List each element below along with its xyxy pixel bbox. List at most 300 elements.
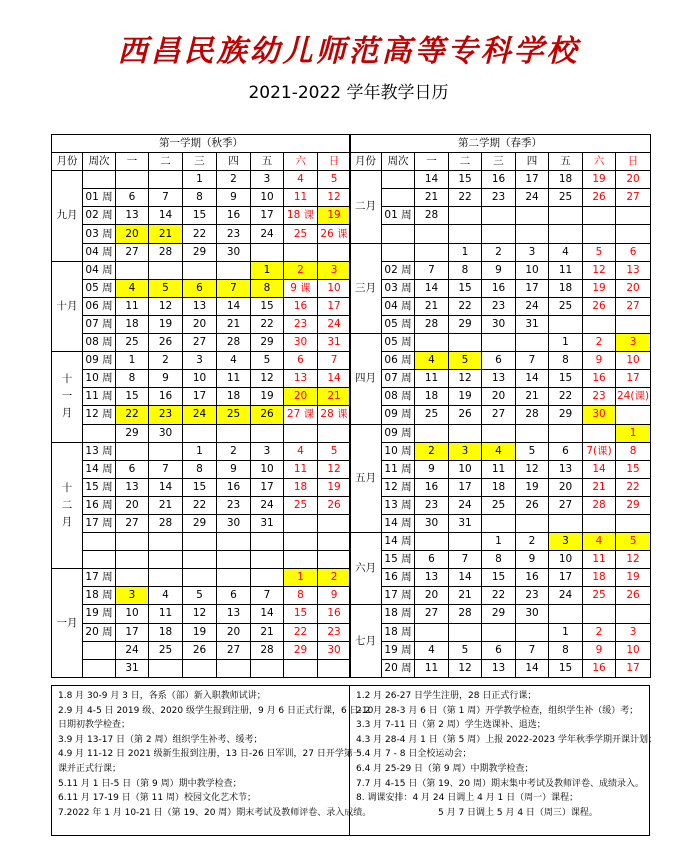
- calendar-row: [52, 587, 351, 605]
- week-number: 10 周: [382, 442, 415, 460]
- calendar-row: [52, 279, 351, 297]
- column-header: 周次: [382, 153, 415, 171]
- day-cell: 25: [116, 334, 149, 352]
- day-cell: 23: [482, 297, 516, 315]
- week-number: 18 周: [382, 623, 415, 641]
- day-cell: 18: [549, 279, 583, 297]
- day-cell: 26: [583, 297, 616, 315]
- day-cell: 20: [116, 496, 149, 514]
- day-cell: 17: [449, 478, 482, 496]
- day-cell: 29: [251, 334, 284, 352]
- day-cell: 13: [116, 478, 149, 496]
- week-number: 15 周: [382, 551, 415, 569]
- day-cell: 2: [482, 243, 516, 261]
- calendar-row: [52, 243, 351, 261]
- calendar-row: [350, 442, 651, 460]
- week-number: [83, 641, 116, 659]
- day-cell: [415, 334, 449, 352]
- day-cell: 15: [616, 460, 651, 478]
- calendar-row: [52, 171, 351, 189]
- day-cell: 10: [516, 261, 549, 279]
- day-cell: 17: [318, 297, 351, 315]
- day-cell: [516, 514, 549, 532]
- note-line: 日期初教学检查；: [58, 720, 131, 731]
- day-cell: 4: [415, 352, 449, 370]
- day-cell: 23: [217, 225, 251, 243]
- day-cell: [217, 551, 251, 569]
- day-cell: 29: [116, 424, 149, 442]
- calendar-row: [52, 641, 351, 659]
- day-cell: 30: [217, 514, 251, 532]
- day-cell: 12: [449, 659, 482, 677]
- day-cell: 30: [217, 243, 251, 261]
- day-cell: 15: [183, 207, 217, 225]
- day-cell: 17: [251, 478, 284, 496]
- month-label: 十月: [52, 261, 83, 351]
- day-cell: 26: [616, 587, 651, 605]
- calendar-row: [350, 641, 651, 659]
- day-cell: 4: [149, 587, 183, 605]
- day-cell: [415, 225, 449, 243]
- day-cell: [449, 334, 482, 352]
- week-number: [83, 659, 116, 677]
- day-cell: 30: [482, 315, 516, 333]
- day-cell: 4: [284, 442, 318, 460]
- day-cell: 16: [482, 279, 516, 297]
- day-cell: 30: [415, 514, 449, 532]
- month-label: 十 一 月: [52, 352, 83, 442]
- day-cell: [583, 424, 616, 442]
- day-cell: 21: [516, 388, 549, 406]
- calendar-row: [350, 514, 651, 532]
- day-cell: 5: [583, 243, 616, 261]
- day-cell: 13: [415, 569, 449, 587]
- calendar-row: [350, 605, 651, 623]
- day-cell: [549, 424, 583, 442]
- week-number: 13 周: [382, 496, 415, 514]
- day-cell: 22: [482, 587, 516, 605]
- day-cell: 27: [415, 605, 449, 623]
- month-label: 三月: [350, 243, 382, 333]
- day-cell: 5: [449, 641, 482, 659]
- day-cell: 10: [449, 460, 482, 478]
- day-cell: 1: [183, 171, 217, 189]
- day-cell: [217, 533, 251, 551]
- day-cell: 12: [583, 261, 616, 279]
- day-cell: 21: [318, 388, 351, 406]
- day-cell: 3: [549, 533, 583, 551]
- day-cell: [318, 551, 351, 569]
- day-cell: 20: [616, 279, 651, 297]
- day-cell: 14: [415, 171, 449, 189]
- day-cell: [251, 569, 284, 587]
- day-cell: 25: [583, 587, 616, 605]
- day-cell: 19: [183, 623, 217, 641]
- day-cell: [149, 569, 183, 587]
- week-number: 08 周: [83, 334, 116, 352]
- note-line: 7.2022 年 1 月 10-21 日（第 19、20 周）期末考试及教师评卷、录入成绩。: [58, 807, 372, 818]
- calendar-row: [52, 315, 351, 333]
- day-cell: [284, 424, 318, 442]
- day-cell: 7: [516, 641, 549, 659]
- column-header: 三: [183, 153, 217, 171]
- calendar-row: [52, 225, 351, 243]
- day-cell: 1: [251, 261, 284, 279]
- day-cell: 3: [616, 623, 651, 641]
- week-number: 09 周: [382, 424, 415, 442]
- day-cell: 23: [516, 587, 549, 605]
- day-cell: 14: [583, 460, 616, 478]
- calendar-row: [350, 225, 651, 243]
- day-cell: [217, 569, 251, 587]
- note-line: 2.9 月 4-5 日 2019 级、2020 级学生报到注册，9 月 6 日正式行课，6 日-10: [58, 705, 374, 716]
- column-header: 月份: [52, 153, 83, 171]
- day-cell: 13: [549, 460, 583, 478]
- calendar-row: [52, 623, 351, 641]
- column-header: 五: [549, 153, 583, 171]
- day-cell: 28: [217, 334, 251, 352]
- day-cell: 4: [415, 641, 449, 659]
- day-cell: [482, 334, 516, 352]
- week-number: [382, 225, 415, 243]
- day-cell: 11: [549, 261, 583, 279]
- day-cell: [449, 623, 482, 641]
- note-line: 4.3 月 28-4 月 1 日（第 5 周）上报 2022-2023 学年秋季学期开课计划；: [356, 734, 657, 745]
- week-number: 16 周: [382, 569, 415, 587]
- day-cell: 17: [516, 279, 549, 297]
- day-cell: 12: [183, 605, 217, 623]
- day-cell: 24: [516, 189, 549, 207]
- day-cell: 7: [449, 551, 482, 569]
- day-cell: 10: [616, 641, 651, 659]
- day-cell: 3: [251, 171, 284, 189]
- day-cell: 31: [516, 315, 549, 333]
- day-cell: 10: [616, 352, 651, 370]
- day-cell: 20: [415, 587, 449, 605]
- day-cell: 27: [217, 641, 251, 659]
- day-cell: 5: [318, 171, 351, 189]
- day-cell: 5: [183, 587, 217, 605]
- day-cell: 26: [251, 406, 284, 424]
- day-cell: [516, 623, 549, 641]
- week-number: [83, 533, 116, 551]
- calendar-row: [52, 605, 351, 623]
- day-cell: 19: [583, 279, 616, 297]
- day-cell: 27: [116, 514, 149, 532]
- column-header: 一: [415, 153, 449, 171]
- day-cell: [284, 659, 318, 677]
- day-cell: [616, 207, 651, 225]
- day-cell: 12: [516, 460, 549, 478]
- calendar-row: [52, 496, 351, 514]
- day-cell: 9: [149, 370, 183, 388]
- day-cell: 5: [251, 352, 284, 370]
- day-cell: 2: [415, 442, 449, 460]
- day-cell: 13: [116, 207, 149, 225]
- day-cell: 23: [482, 189, 516, 207]
- day-cell: 13: [284, 370, 318, 388]
- week-number: 02 周: [83, 207, 116, 225]
- week-number: 04 周: [382, 297, 415, 315]
- column-header: 四: [516, 153, 549, 171]
- day-cell: 24(课): [616, 388, 651, 406]
- day-cell: 25: [217, 406, 251, 424]
- day-cell: 21: [251, 623, 284, 641]
- month-label: 五月: [350, 424, 382, 533]
- day-cell: [482, 225, 516, 243]
- week-number: 19 周: [382, 641, 415, 659]
- day-cell: 28: [516, 406, 549, 424]
- day-cell: 30: [284, 334, 318, 352]
- day-cell: 1: [549, 334, 583, 352]
- day-cell: [616, 406, 651, 424]
- day-cell: 18: [583, 569, 616, 587]
- week-number: 18 周: [382, 605, 415, 623]
- day-cell: 24: [516, 297, 549, 315]
- day-cell: 25: [482, 496, 516, 514]
- calendar-row: [52, 388, 351, 406]
- weekday-header-row: [350, 153, 651, 171]
- day-cell: 9: [516, 551, 549, 569]
- day-cell: 26: [149, 334, 183, 352]
- day-cell: 20: [183, 315, 217, 333]
- calendar-row: [52, 261, 351, 279]
- calendar-row: [52, 189, 351, 207]
- day-cell: 28: [449, 605, 482, 623]
- school-name: 西昌民族幼儿师范高等专科学校: [117, 34, 580, 69]
- day-cell: 17: [549, 569, 583, 587]
- note-line: 6.4 月 25-29 日（第 9 周）中期教学检查；: [356, 763, 534, 774]
- day-cell: 5: [449, 352, 482, 370]
- day-cell: 17: [516, 171, 549, 189]
- day-cell: 12: [616, 551, 651, 569]
- day-cell: [583, 605, 616, 623]
- day-cell: [116, 171, 149, 189]
- day-cell: 4: [583, 533, 616, 551]
- day-cell: 10: [251, 460, 284, 478]
- day-cell: 19: [516, 478, 549, 496]
- day-cell: [549, 225, 583, 243]
- day-cell: 11: [415, 659, 449, 677]
- week-number: 18 周: [83, 587, 116, 605]
- day-cell: 22: [549, 388, 583, 406]
- day-cell: 20: [482, 388, 516, 406]
- calendar-row: [350, 478, 651, 496]
- day-cell: [116, 261, 149, 279]
- day-cell: [482, 514, 516, 532]
- day-cell: [318, 243, 351, 261]
- day-cell: [549, 514, 583, 532]
- day-cell: 15: [449, 279, 482, 297]
- month-label: 九月: [52, 171, 83, 261]
- calendar-row: [52, 297, 351, 315]
- week-number: 11 周: [83, 388, 116, 406]
- day-cell: 19: [616, 569, 651, 587]
- day-cell: 12: [449, 370, 482, 388]
- day-cell: 14: [516, 370, 549, 388]
- day-cell: 14: [251, 605, 284, 623]
- calendar-row: [350, 171, 651, 189]
- day-cell: 8: [482, 551, 516, 569]
- day-cell: 24: [183, 406, 217, 424]
- note-line: 4.9 月 11-12 日 2021 级新生报到注册，13 日-26 日军训，27 日开学第一: [58, 749, 362, 760]
- day-cell: [449, 533, 482, 551]
- day-cell: 25: [149, 641, 183, 659]
- day-cell: 14: [149, 207, 183, 225]
- day-cell: [318, 533, 351, 551]
- calendar-row: [350, 533, 651, 551]
- note-line: 6.11 月 17-19 日（第 11 周）校园文化艺术节；: [58, 793, 256, 804]
- week-number: 09 周: [382, 406, 415, 424]
- day-cell: 15: [183, 478, 217, 496]
- calendar-row: [350, 587, 651, 605]
- week-number: 20 周: [382, 659, 415, 677]
- calendar-row: [52, 659, 351, 677]
- day-cell: 22: [449, 297, 482, 315]
- day-cell: 23: [318, 623, 351, 641]
- day-cell: 13: [217, 605, 251, 623]
- day-cell: 19: [449, 388, 482, 406]
- day-cell: 11: [149, 605, 183, 623]
- day-cell: [116, 533, 149, 551]
- day-cell: [183, 659, 217, 677]
- day-cell: [149, 442, 183, 460]
- day-cell: [482, 424, 516, 442]
- day-cell: 21: [449, 587, 482, 605]
- week-number: [382, 189, 415, 207]
- day-cell: 14: [415, 279, 449, 297]
- day-cell: 14: [149, 478, 183, 496]
- day-cell: 23: [284, 315, 318, 333]
- day-cell: 17: [251, 207, 284, 225]
- week-number: 13 周: [83, 442, 116, 460]
- day-cell: [549, 605, 583, 623]
- day-cell: [516, 424, 549, 442]
- day-cell: 10: [549, 551, 583, 569]
- day-cell: 16: [583, 659, 616, 677]
- day-cell: 7: [318, 352, 351, 370]
- day-cell: 1: [449, 243, 482, 261]
- day-cell: [318, 514, 351, 532]
- day-cell: 18: [217, 388, 251, 406]
- semester-title: 第二学期（春季）: [350, 135, 651, 153]
- day-cell: 8: [549, 641, 583, 659]
- day-cell: 7: [251, 587, 284, 605]
- day-cell: 5: [318, 442, 351, 460]
- day-cell: 14: [449, 569, 482, 587]
- semester2-table: [349, 134, 651, 678]
- day-cell: 17: [183, 388, 217, 406]
- column-header: 四: [217, 153, 251, 171]
- calendar-row: [52, 514, 351, 532]
- day-cell: 22: [616, 478, 651, 496]
- day-cell: [616, 315, 651, 333]
- day-cell: [516, 225, 549, 243]
- column-header: 二: [149, 153, 183, 171]
- column-header: 五: [251, 153, 284, 171]
- column-header: 二: [449, 153, 482, 171]
- week-number: 14 周: [382, 533, 415, 551]
- day-cell: 7: [217, 279, 251, 297]
- calendar-row: [350, 315, 651, 333]
- day-cell: 29: [616, 496, 651, 514]
- calendar-row: [52, 370, 351, 388]
- calendar-row: [52, 352, 351, 370]
- calendar-row: [52, 533, 351, 551]
- day-cell: 3: [318, 261, 351, 279]
- day-cell: [583, 514, 616, 532]
- day-cell: 2: [149, 352, 183, 370]
- day-cell: 3: [251, 442, 284, 460]
- week-number: 04 周: [83, 261, 116, 279]
- calendar-row: [350, 297, 651, 315]
- day-cell: 3: [516, 243, 549, 261]
- calendar-row: [350, 189, 651, 207]
- day-cell: [449, 225, 482, 243]
- day-cell: [415, 424, 449, 442]
- semester-title-row: [350, 135, 651, 153]
- calendar-row: [350, 279, 651, 297]
- day-cell: [217, 261, 251, 279]
- day-cell: 19: [583, 171, 616, 189]
- day-cell: 20: [549, 478, 583, 496]
- day-cell: 7: [516, 352, 549, 370]
- day-cell: [251, 533, 284, 551]
- day-cell: 6: [482, 352, 516, 370]
- day-cell: 21: [583, 478, 616, 496]
- day-cell: 31: [116, 659, 149, 677]
- day-cell: 22: [116, 406, 149, 424]
- calendar-row: [350, 207, 651, 225]
- day-cell: 24: [251, 225, 284, 243]
- day-cell: 22: [183, 225, 217, 243]
- day-cell: [415, 623, 449, 641]
- column-header: 六: [284, 153, 318, 171]
- day-cell: 19: [318, 478, 351, 496]
- day-cell: 13: [183, 297, 217, 315]
- day-cell: [516, 334, 549, 352]
- week-number: 14 周: [382, 514, 415, 532]
- day-cell: 18: [284, 478, 318, 496]
- day-cell: 26: [516, 496, 549, 514]
- day-cell: 5: [149, 279, 183, 297]
- day-cell: 23: [415, 496, 449, 514]
- column-header: 周次: [83, 153, 116, 171]
- day-cell: 23: [217, 496, 251, 514]
- column-header: 六: [583, 153, 616, 171]
- day-cell: 28: [415, 207, 449, 225]
- day-cell: 8: [251, 279, 284, 297]
- day-cell: 20: [116, 225, 149, 243]
- calendar-row: [52, 551, 351, 569]
- day-cell: [616, 514, 651, 532]
- week-number: 03 周: [83, 225, 116, 243]
- day-cell: 19: [149, 315, 183, 333]
- day-cell: 11: [583, 551, 616, 569]
- day-cell: [616, 225, 651, 243]
- day-cell: 15: [116, 388, 149, 406]
- day-cell: 4: [482, 442, 516, 460]
- day-cell: 22: [449, 189, 482, 207]
- day-cell: [318, 659, 351, 677]
- day-cell: 24: [116, 641, 149, 659]
- day-cell: 3: [616, 334, 651, 352]
- day-cell: 8: [549, 352, 583, 370]
- day-cell: 10: [183, 370, 217, 388]
- day-cell: 7(课): [583, 442, 616, 460]
- week-number: 05 周: [382, 315, 415, 333]
- day-cell: 14: [217, 297, 251, 315]
